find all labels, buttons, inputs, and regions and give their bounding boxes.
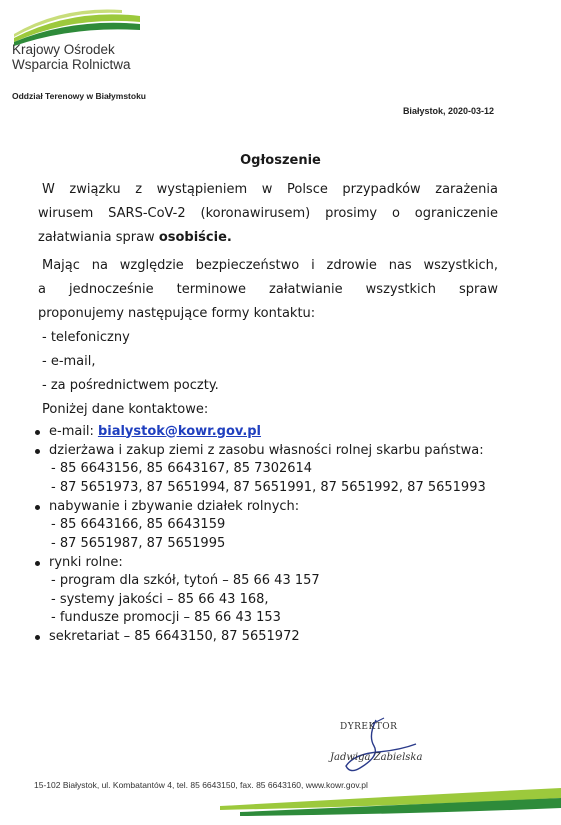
footer-swoosh-graphic (0, 784, 561, 825)
plots-phones-1: - 85 6643166, 85 6643159 (51, 517, 226, 532)
contact-form-email: - e-mail, (42, 354, 96, 369)
plots-label: nabywanie i zbywanie działek rolnych: (49, 498, 300, 514)
markets-quality: - systemy jakości – 85 66 43 168, (51, 591, 269, 607)
contact-form-phone: - telefoniczny (42, 330, 130, 345)
document-title: Ogłoszenie (240, 153, 321, 168)
contact-form-post: - za pośrednictwem poczty. (42, 378, 219, 393)
footer-address: 15-102 Białystok, ul. Kombatantów 4, tel. 85 6643150, fax. 85 6643160, www.kowr.gov.pl (34, 780, 368, 790)
org-name-line2: Wsparcia Rolnictwa (12, 57, 131, 72)
p1-line1: W związku z wystąpieniem w Polsce przypadków zarażenia (42, 182, 498, 197)
markets-schools: - program dla szkół, tytoń – 85 66 43 157 (51, 573, 320, 588)
markets-label: rynki rolne: (49, 554, 123, 570)
email-label: e-mail: (49, 423, 94, 439)
p1-line2: wirusem SARS-CoV-2 (koronawirusem) prosimy o ograniczenie (38, 206, 498, 221)
lease-phones-1: - 85 6643156, 85 6643167, 85 7302614 (51, 461, 313, 476)
lease-phones-2: - 87 5651973, 87 5651994, 87 5651991, 87 5651992, 87 5651993 (51, 479, 486, 495)
contact-secretariat-item (33, 628, 498, 647)
secretariat-text: sekretariat – 85 6643150, 87 5651972 (49, 629, 300, 644)
p1-line3 (38, 226, 498, 250)
organization-name (12, 42, 131, 72)
contact-plots-item (33, 498, 498, 554)
contact-markets-item (33, 554, 498, 628)
org-name-line1: Krajowy Ośrodek (12, 42, 115, 57)
contact-lease-item (33, 442, 498, 498)
signature-name: Jadwiga Zabielska (330, 752, 423, 763)
p1-line3-text: załatwiania spraw (38, 230, 159, 245)
signature-title: DYREKTOR (340, 722, 398, 732)
p2-line2: a jednocześnie terminowe załatwianie wszystkich spraw (38, 282, 498, 297)
lease-label: dzierżawa i zakup ziemi z zasobu własności rolnej skarbu państwa: (49, 442, 484, 458)
branch-name: Oddział Terenowy w Białymstoku (12, 91, 146, 101)
plots-phones-2: - 87 5651987, 87 5651995 (51, 535, 226, 551)
markets-promotion: - fundusze promocji – 85 66 43 153 (51, 610, 281, 625)
document-date: Białystok, 2020-03-12 (402, 106, 494, 116)
email-link[interactable]: bialystok@kowr.gov.pl (97, 423, 262, 439)
p2-line3: proponujemy następujące formy kontaktu: (38, 306, 316, 321)
p1-emphasis: osobiście. (158, 230, 232, 245)
contacts-list (33, 423, 498, 647)
contact-email-item (33, 423, 498, 442)
document-body (38, 178, 498, 647)
p2-line1: Mając na względzie bezpieczeństwo i zdrowie nas wszystkich, (42, 258, 498, 273)
contacts-intro: Poniżej dane kontaktowe: (42, 402, 209, 417)
